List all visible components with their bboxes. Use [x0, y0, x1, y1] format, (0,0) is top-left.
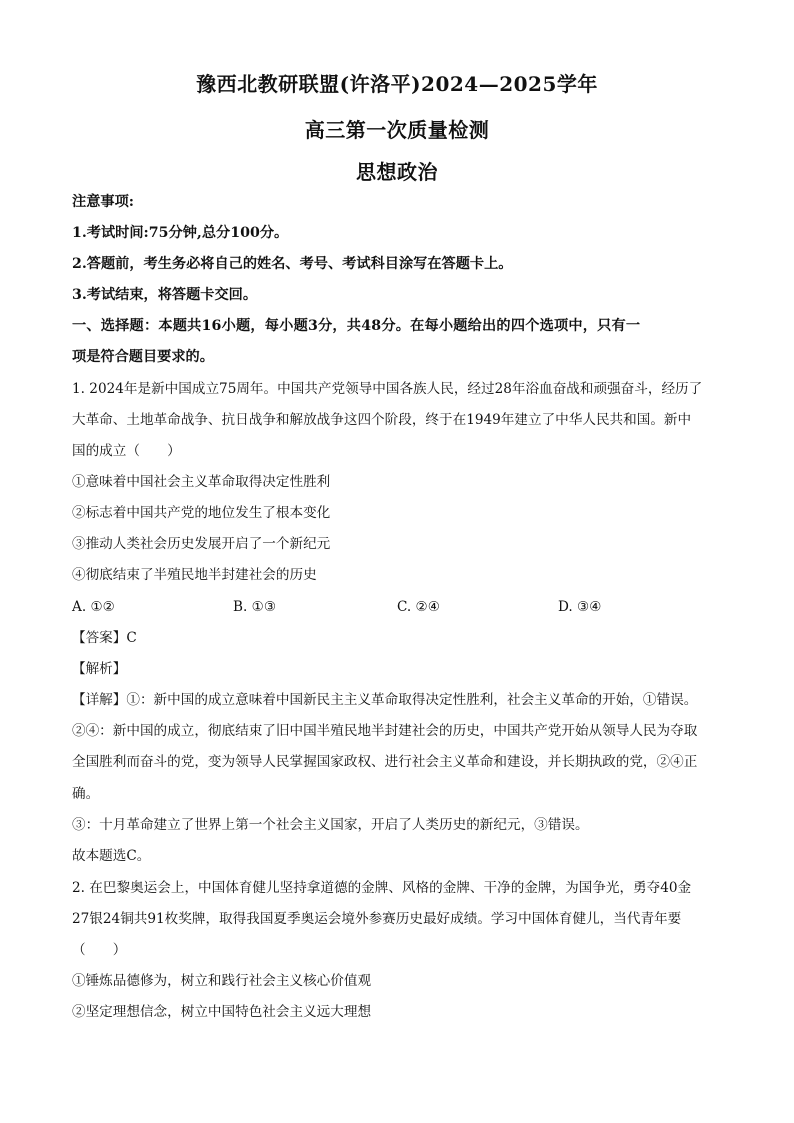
analysis-line: ③：十月革命建立了世界上第一个社会主义国家，开启了人类历史的新纪元，③错误。	[72, 817, 589, 833]
section-heading: 一、选择题：本题共16小题，每小题3分，共48分。在每小题给出的四个选项中，只有一	[72, 318, 641, 334]
statement-item: ①锤炼品德修为，树立和践行社会主义核心价值观	[72, 973, 372, 989]
note-item: 1.考试时间:75分钟,总分100分。	[72, 225, 289, 241]
notes-heading: 注意事项:	[72, 194, 134, 210]
question-stem: 2. 在巴黎奥运会上，中国体育健儿坚持拿道德的金牌、风格的金牌、干净的金牌，为国争光，勇夺40金	[72, 880, 692, 896]
option-a: A. ①②	[72, 599, 115, 615]
question-stem: 大革命、土地革命战争、抗日战争和解放战争这四个阶段，终于在1949年建立了中华人民共和国。新中	[72, 412, 692, 428]
analysis-line: ②④：新中国的成立，彻底结束了旧中国半殖民地半封建社会的历史，中国共产党开始从领导人民为夺取	[72, 723, 698, 739]
note-item: 2.答题前，考生务必将自己的姓名、考号、考试科目涂写在答题卡上。	[72, 256, 513, 272]
answer-label: 【答案】C	[72, 630, 137, 646]
analysis-line: 故本题选C。	[72, 848, 151, 864]
option-d: D. ③④	[558, 599, 602, 615]
subject-title: 思想政治	[356, 160, 438, 184]
question-stem: 国的成立（ ）	[72, 443, 181, 459]
exam-title: 豫西北教研联盟(许洛平)2024—2025学年	[196, 72, 598, 96]
statement-item: ②标志着中国共产党的地位发生了根本变化	[72, 505, 331, 521]
statement-item: ②坚定理想信念，树立中国特色社会主义远大理想	[72, 1004, 372, 1020]
option-b: B. ①③	[233, 599, 277, 615]
question-stem: （ ）	[72, 942, 127, 958]
analysis-line: 确。	[72, 786, 100, 802]
analysis-label: 【解析】	[72, 661, 127, 677]
question-stem: 27银24铜共91枚奖牌，取得我国夏季奥运会境外参赛历史最好成绩。学习中国体育健儿，当代青年要	[72, 911, 682, 927]
statement-item: ③推动人类社会历史发展开启了一个新纪元	[72, 536, 331, 552]
analysis-line: 【详解】①：新中国的成立意味着中国新民主主义革命取得决定性胜利，社会主义革命的开始，①错误。	[72, 692, 698, 708]
statement-item: ④彻底结束了半殖民地半封建社会的历史	[72, 567, 317, 583]
exam-subtitle: 高三第一次质量检测	[304, 118, 490, 142]
option-c: C. ②④	[397, 599, 440, 615]
section-heading-cont: 项是符合题目要求的。	[72, 349, 214, 365]
note-item: 3.考试结束，将答题卡交回。	[72, 287, 258, 303]
statement-item: ①意味着中国社会主义革命取得决定性胜利	[72, 474, 331, 490]
question-stem: 1. 2024年是新中国成立75周年。中国共产党领导中国各族人民，经过28年浴血奋战和顽强奋斗，经历了	[72, 381, 703, 397]
analysis-line: 全国胜利而奋斗的党，变为领导人民掌握国家政权、进行社会主义革命和建设，并长期执政的党，②④正	[72, 754, 698, 770]
